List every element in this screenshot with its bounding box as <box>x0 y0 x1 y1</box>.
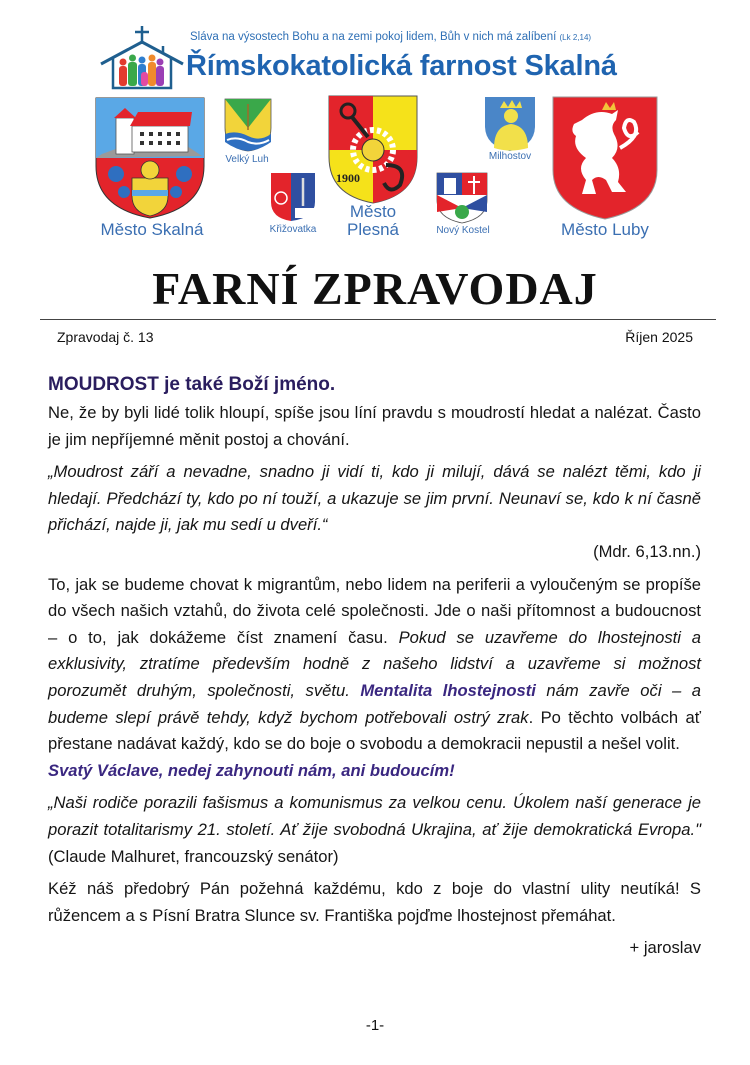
article-paragraph-1: Ne, že by byli lidé tolik hloupí, spíše jsou líní pravdu s moudrostí hledat a nalézat. Často je jim nepříjemné měnit postoj a chování. <box>48 403 701 449</box>
newsletter-title: FARNÍ ZPRAVODAJ <box>152 263 598 314</box>
coat-of-arms-skalna-icon <box>94 96 206 220</box>
coat-of-arms-skalna <box>94 96 206 220</box>
label-plesna-line1: Město <box>349 202 397 221</box>
coat-of-arms-milhostov <box>484 96 536 152</box>
motto-reference: (Lk 2,14) <box>559 33 592 42</box>
label-velky-luh: Velký Luh <box>225 154 269 165</box>
coat-of-arms-krizovatka-icon <box>270 172 316 222</box>
church-house-family-icon <box>97 24 187 92</box>
coat-of-arms-plesna-icon <box>328 95 418 205</box>
header-motto <box>190 31 591 43</box>
scripture-quote: „Moudrost září a nevadne, snadno ji vidí ti, kdo ji milují, dává se nalézt těmi, kdo ji hledají. Předchází ty, kdo po ní touží, a ukazuje se jim první. Neunaví se, kdo k ní časně přichází, najde ji, jak mu sedí u dveří.“ <box>48 462 701 535</box>
label-mesto-skalna: Město Skalná <box>100 220 204 239</box>
issue-date: Říjen 2025 <box>625 329 693 345</box>
article-paragraph-3: Kéž náš předobrý Pán požehná každému, kdo z boje do vlastní ulity neutíká! S růžencem a s Písní Bratra Slunce sv. Františka pojďme lhostejnost přemáhat. <box>48 879 701 925</box>
label-mesto-luby: Město Luby <box>561 220 649 239</box>
coat-of-arms-novy-kostel-icon <box>436 172 488 224</box>
label-mesto-plesna <box>328 203 418 239</box>
scripture-reference: (Mdr. 6,13.nn.) <box>593 541 701 561</box>
paragraph-2-italic-2: nám zavře oči – a budeme slepí právě tehdy, když bychom potřebovali ostrý zrak <box>48 680 702 727</box>
coat-of-arms-krizovatka <box>270 172 316 222</box>
label-novy-kostel: Nový Kostel <box>436 225 490 236</box>
coat-of-arms-luby <box>552 96 658 220</box>
label-milhostov: Milhostov <box>488 151 532 162</box>
parish-name: Římskokatolická farnost Skalná <box>186 50 617 82</box>
senator-quote-source: (Claude Malhuret, francouzský senátor) <box>48 846 339 866</box>
label-krizovatka: Křižovatka <box>269 224 317 235</box>
senator-quote <box>48 790 701 870</box>
article <box>48 372 701 962</box>
label-plesna-line2: Plesná <box>347 219 399 239</box>
coat-of-arms-velky-luh <box>224 98 272 152</box>
issue-number: Zpravodaj č. 13 <box>57 329 154 345</box>
title-divider <box>40 319 716 320</box>
page-number: -1- <box>365 1017 385 1034</box>
motto-text: Sláva na výsostech Bohu a na zemi pokoj lidem, Bůh v nich má zalíbení <box>190 31 557 43</box>
senator-quote-text: „Naši rodiče porazili fašismus a komunismus za velkou cenu. Úkolem naší generace je porazit totalitarismy 21. století. Ať žije svobodná Ukrajina, ať žije demokratická Evropa." <box>48 793 701 839</box>
highlight-svaty-vaclav: Svatý Václave, nedej zahynouti nám, ani budoucím! <box>48 760 455 780</box>
paragraph-2-text-2: . Po těchto volbách ať přestane nadávat každý, kdo se do boje o svobodu a demokracii nepustil a nešel volit. <box>48 707 701 754</box>
article-paragraph-2 <box>48 572 701 785</box>
parish-logo <box>97 24 187 92</box>
author-signature: + jaroslav <box>629 938 701 958</box>
coat-of-arms-novy-kostel <box>436 172 488 224</box>
article-heading: MOUDROST je také Boží jméno. <box>48 374 336 395</box>
coat-of-arms-velky-luh-icon <box>224 98 272 152</box>
paragraph-2-text: To, jak se budeme chovat k migrantům, nebo lidem na periferii a vyloučeným se propíše do všech našich vztahů, do života celé společnosti. Jde o naši přítomnost a budoucnost – o to, jak dokážeme číst znamení času. <box>48 574 701 647</box>
coat-of-arms-milhostov-icon <box>484 96 536 152</box>
coat-of-arms-plesna <box>328 95 418 205</box>
coat-of-arms-luby-icon <box>552 96 658 220</box>
highlight-mentalita: Mentalita lhostejnosti <box>360 680 536 700</box>
paragraph-2-italic: Pokud se uzavřeme do lhostejnosti a exklusivity, ztratíme především hodně z našeho lidství a uzavřeme si možnost porozumět druhým, společnosti, světu. <box>48 627 701 700</box>
svg-text:1900: 1900 <box>336 171 360 185</box>
